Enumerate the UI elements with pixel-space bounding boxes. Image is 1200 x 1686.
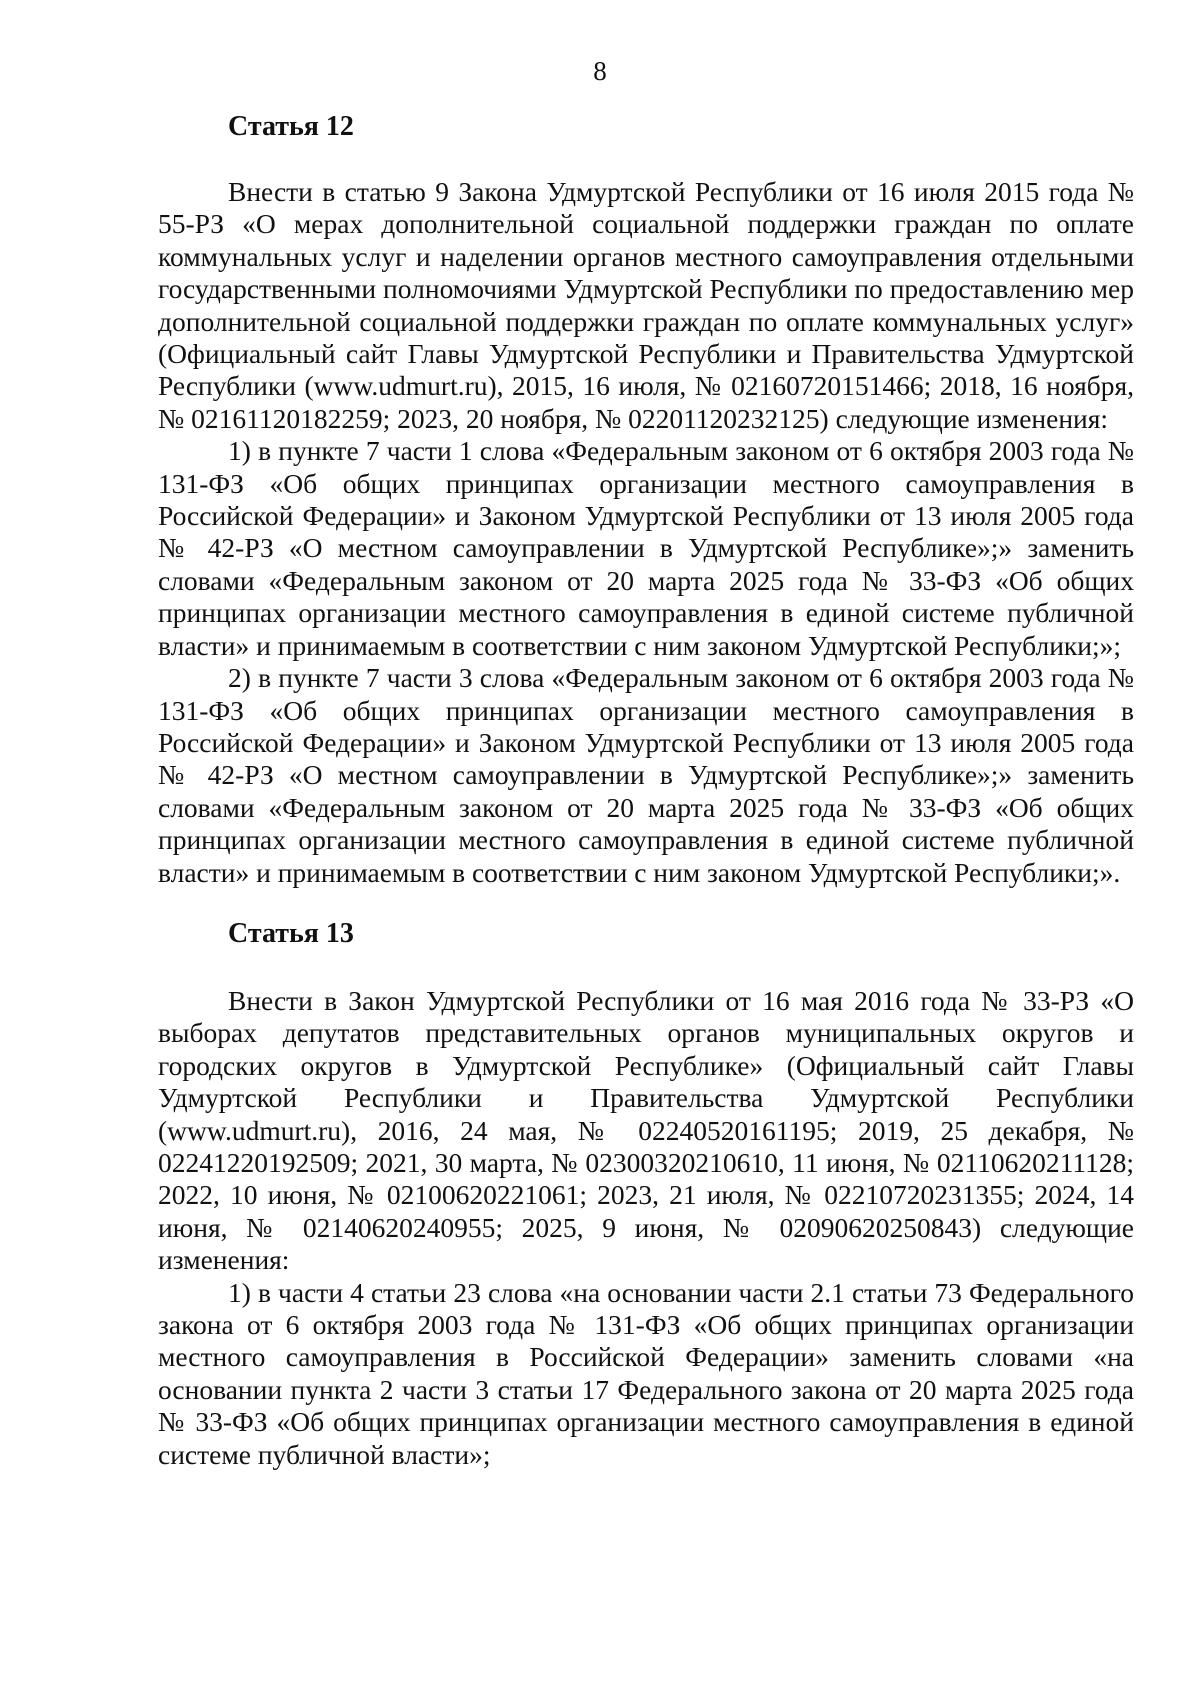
article-12-title: Статья 12	[228, 111, 354, 142]
page-number: 8	[593, 56, 607, 86]
article-13-intro: Внести в Закон Удмуртской Республики от 16 мая 2016 года № 33-РЗ «О выборах депутатов представительных органов муниципальных округов и городских округов в Удмуртской Республике» (Официальный сайт Главы Удмуртской Республики и Правительства Удмуртской Республики (www.udmurt.ru), 2016, 24 мая, № 02240520161195; 2019, 25 декабря, № 02241220192509; 2021, 30 марта, № 02300320210610, 11 июня, № 02110620211128; 2022, 10 июня, № 02100620221061; 2023, 21 июля, № 02210720231355; 2024, 14 июня, № 02140620240955; 2025, 9 июня, № 02090620250843) следующие изменения:	[158, 984, 1134, 1276]
document-body	[158, 110, 1134, 1471]
article-13-item-1: 1) в части 4 статьи 23 слова «на основании части 2.1 статьи 73 Федерального закона от 6 октября 2003 года № 131-ФЗ «Об общих принципах организации местного самоуправления в Российской Федерации» заменить словами «на основании пункта 2 части 3 статьи 17 Федерального закона от 20 марта 2025 года № 33-ФЗ «Об общих принципах организации местного самоуправления в единой системе публичной власти»;	[158, 1276, 1134, 1470]
article-12-item-1: 1) в пункте 7 части 1 слова «Федеральным законом от 6 октября 2003 года № 131-ФЗ «Об общих принципах организации местного самоуправления в Российской Федерации» и Законом Удмуртской Республики от 13 июля 2005 года № 42-РЗ «О местном самоуправлении в Удмуртской Республике»;» заменить словами «Федеральным законом от 20 марта 2025 года № 33-ФЗ «Об общих принципах организации местного самоуправления в единой системе публичной власти» и принимаемым в соответствии с ним законом Удмуртской Республики;»;	[158, 435, 1134, 661]
article-12-intro: Внести в статью 9 Закона Удмуртской Республики от 16 июля 2015 года № 55-РЗ «О мерах дополнительной социальной поддержки граждан по оплате коммунальных услуг и наделении органов местного самоуправления отдельными государственными полномочиями Удмуртской Республики по предоставлению мер дополнительной социальной поддержки граждан по оплате коммунальных услуг» (Официальный сайт Главы Удмуртской Республики и Правительства Удмуртской Республики (www.udmurt.ru), 2015, 16 июля, № 02160720151466; 2018, 16 ноября, № 02161120182259; 2023, 20 ноября, № 02201120232125) следующие изменения:	[158, 176, 1134, 434]
article-13-title: Статья 13	[228, 917, 354, 949]
article-12-item-2: 2) в пункте 7 части 3 слова «Федеральным законом от 6 октября 2003 года № 131-ФЗ «Об общих принципах организации местного самоуправления в Российской Федерации» и Законом Удмуртской Республики от 13 июля 2005 года № 42-РЗ «О местном самоуправлении в Удмуртской Республике»;» заменить словами «Федеральным законом от 20 марта 2025 года № 33-ФЗ «Об общих принципах организации местного самоуправления в единой системе публичной власти» и принимаемым в соответствии с ним законом Удмуртской Республики;».	[158, 662, 1134, 888]
